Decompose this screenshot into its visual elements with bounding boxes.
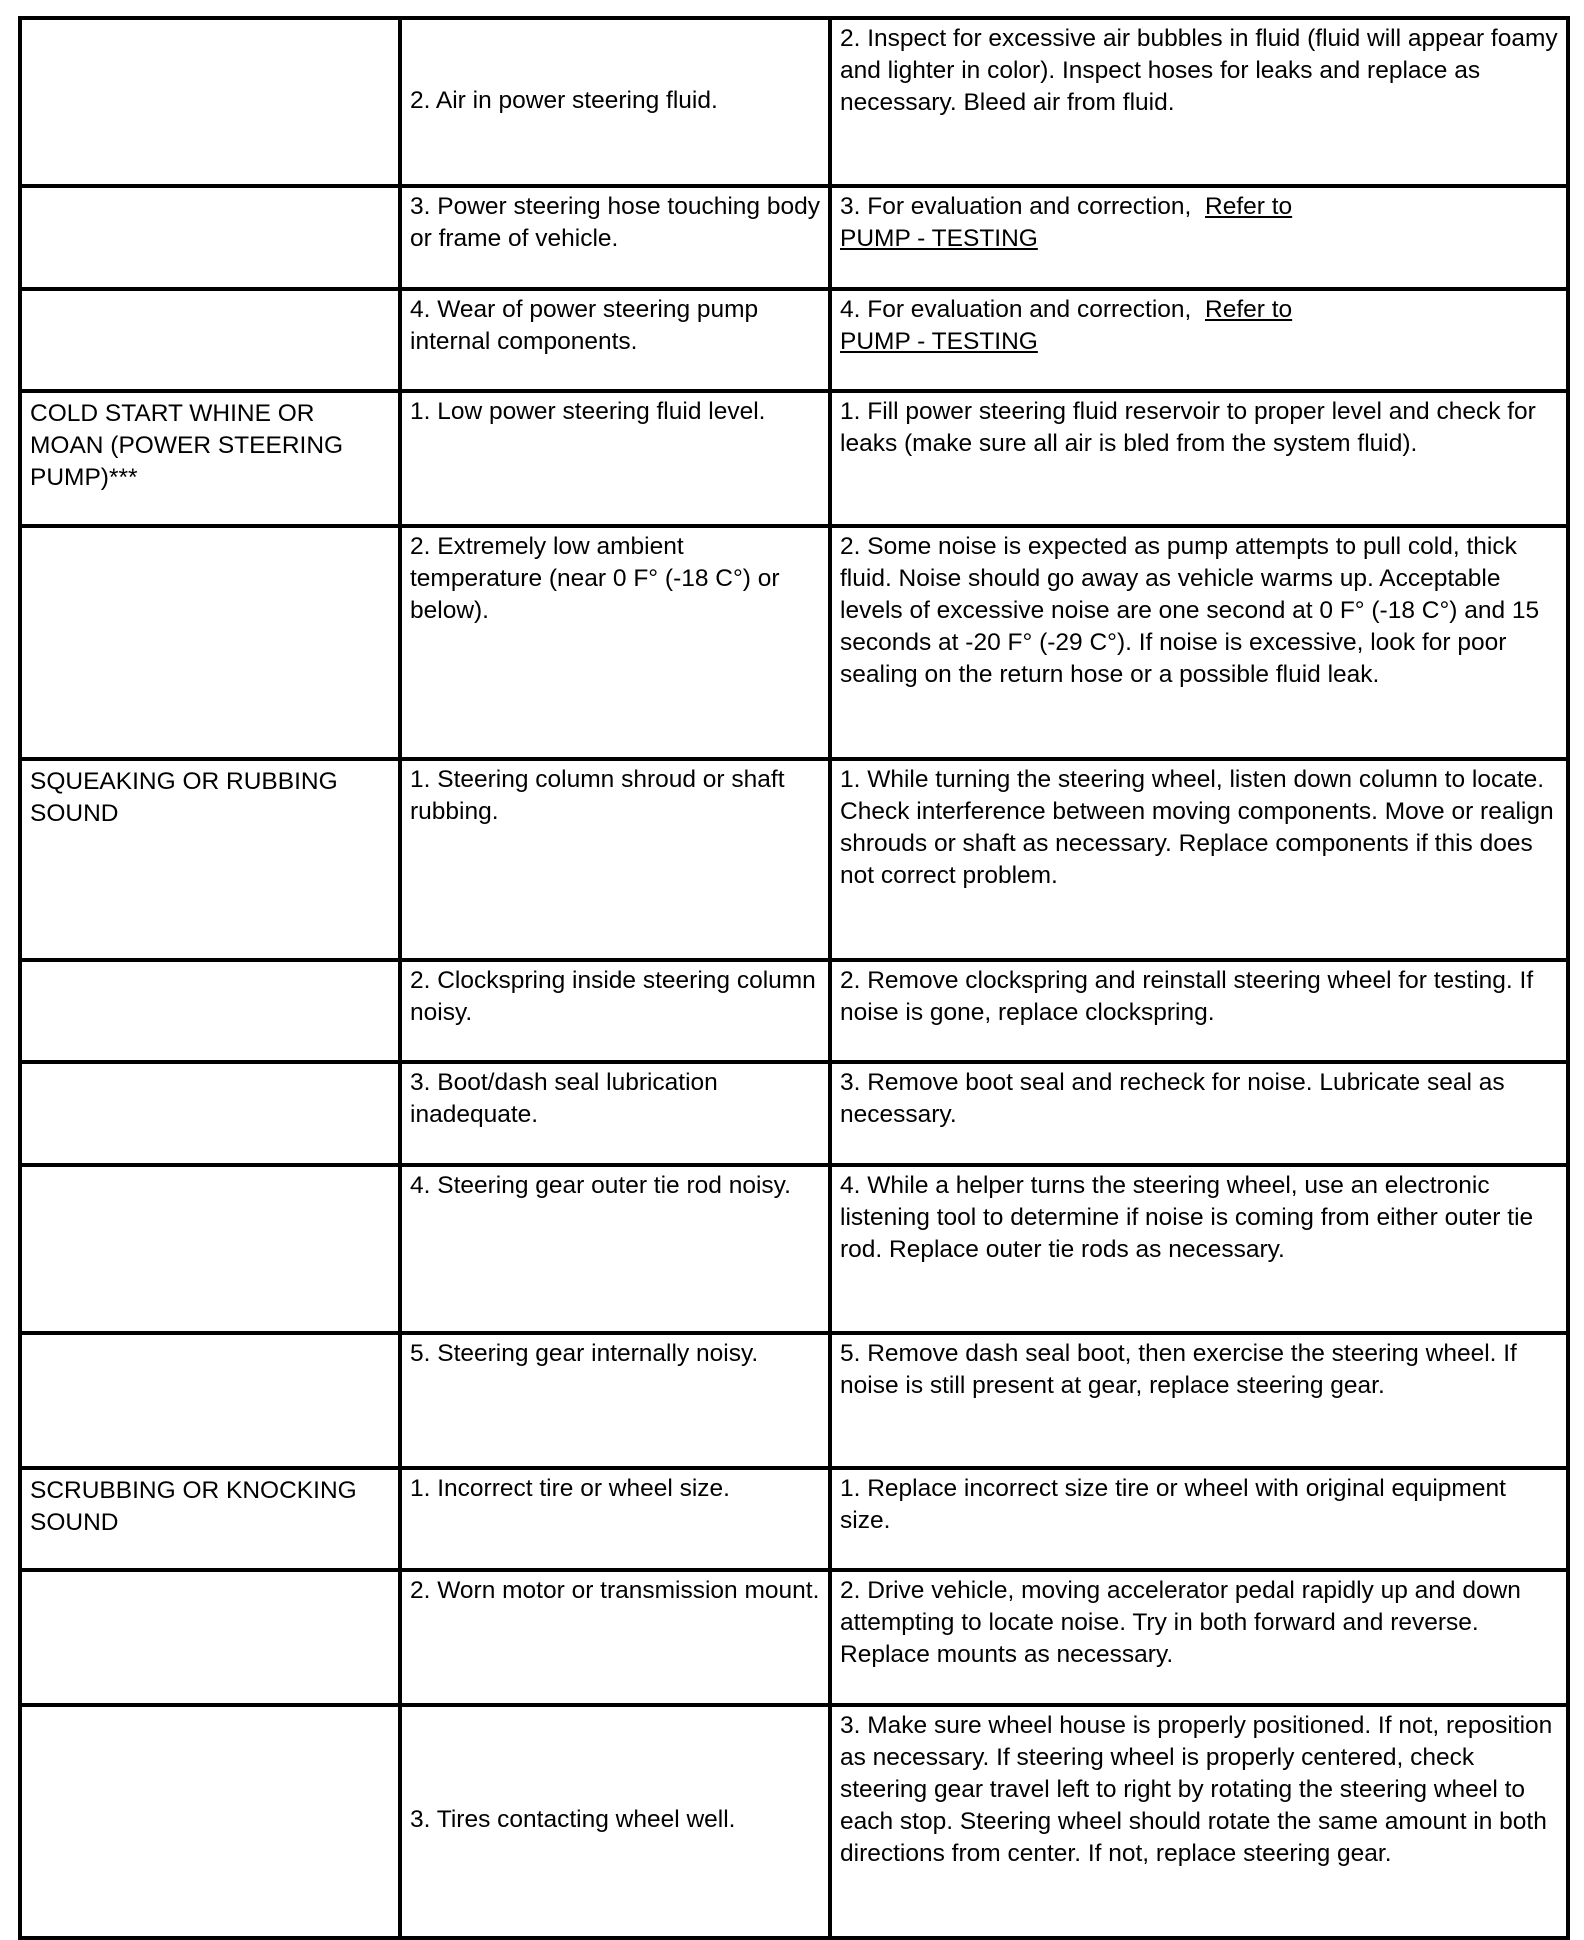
correction-cell: 3. Remove boot seal and recheck for noise. Lubricate seal as necessary. [830,1062,1568,1165]
cause-cell: 1. Low power steering fluid level. [400,391,830,526]
table-row [20,18,1568,186]
table-row [20,289,1568,391]
cause-cell: 2. Extremely low ambient temperature (near 0 F° (-18 C°) or below). [400,526,830,759]
table-row [20,759,1568,960]
cause-cell: 5. Steering gear internally noisy. [400,1333,830,1468]
cause-cell: 1. Steering column shroud or shaft rubbing. [400,759,830,960]
correction-text: 3. For evaluation and correction, [840,193,1192,220]
correction-cell: 5. Remove dash seal boot, then exercise the steering wheel. If noise is still present at gear, replace steering gear. [830,1333,1568,1468]
cause-cell: 1. Incorrect tire or wheel size. [400,1468,830,1570]
diagnosis-table [18,16,1570,1940]
correction-text: 4. For evaluation and correction, [840,296,1192,323]
cause-cell: 4. Wear of power steering pump internal components. [400,289,830,391]
condition-cell [20,1570,400,1705]
condition-cell [20,289,400,391]
cause-cell: 4. Steering gear outer tie rod noisy. [400,1165,830,1333]
condition-cell [20,18,400,186]
condition-cell [20,1165,400,1333]
pump-testing-link[interactable]: PUMP - TESTING [840,225,1038,252]
table-row [20,1570,1568,1705]
condition-cell [20,1705,400,1938]
table-row [20,1705,1568,1938]
diagnosis-page [18,16,1570,1940]
correction-cell [830,289,1568,391]
table-row [20,1333,1568,1468]
condition-cell [20,186,400,289]
condition-cell [20,526,400,759]
correction-cell: 2. Inspect for excessive air bubbles in fluid (fluid will appear foamy and lighter in color). Inspect hoses for leaks and replace as necessary. Bleed air from fluid. [830,18,1568,186]
table-row [20,1468,1568,1570]
cause-cell: 2. Clockspring inside steering column noisy. [400,960,830,1062]
table-row [20,391,1568,526]
table-row [20,1062,1568,1165]
correction-cell: 4. While a helper turns the steering wheel, use an electronic listening tool to determine if noise is coming from either outer tie rod. Replace outer tie rods as necessary. [830,1165,1568,1333]
refer-to-link[interactable]: Refer to [1205,193,1293,220]
table-row [20,526,1568,759]
correction-cell: 2. Drive vehicle, moving accelerator pedal rapidly up and down attempting to locate noise. Try in both forward and reverse. Replace mounts as necessary. [830,1570,1568,1705]
condition-cell: COLD START WHINE OR MOAN (POWER STEERING PUMP)*** [20,391,400,526]
table-row [20,1165,1568,1333]
cause-cell: 3. Boot/dash seal lubrication inadequate. [400,1062,830,1165]
condition-cell [20,960,400,1062]
cause-cell: 3. Power steering hose touching body or frame of vehicle. [400,186,830,289]
condition-cell [20,1333,400,1468]
correction-cell: 1. While turning the steering wheel, listen down column to locate. Check interference between moving components. Move or realign shrouds or shaft as necessary. Replace components if this does not correct problem. [830,759,1568,960]
correction-cell: 2. Remove clockspring and reinstall steering wheel for testing. If noise is gone, replace clockspring. [830,960,1568,1062]
table-row [20,186,1568,289]
condition-cell: SQUEAKING OR RUBBING SOUND [20,759,400,960]
condition-cell [20,1062,400,1165]
cause-cell: 2. Worn motor or transmission mount. [400,1570,830,1705]
table-row [20,960,1568,1062]
pump-testing-link[interactable]: PUMP - TESTING [840,328,1038,355]
correction-cell: 3. Make sure wheel house is properly positioned. If not, reposition as necessary. If steering wheel is properly centered, check steering gear travel left to right by rotating the steering wheel to each stop. Steering wheel should rotate the same amount in both directions from center. If not, replace steering gear. [830,1705,1568,1938]
condition-cell: SCRUBBING OR KNOCKING SOUND [20,1468,400,1570]
correction-cell [830,186,1568,289]
cause-cell: 3. Tires contacting wheel well. [400,1705,830,1938]
cause-cell: 2. Air in power steering fluid. [400,18,830,186]
refer-to-link[interactable]: Refer to [1205,296,1293,323]
correction-cell: 2. Some noise is expected as pump attempts to pull cold, thick fluid. Noise should go away as vehicle warms up. Acceptable levels of excessive noise are one second at 0 F° (-18 C°) and 15 seconds at -20 F° (-29 C°). If noise is excessive, look for poor sealing on the return hose or a possible fluid leak. [830,526,1568,759]
correction-cell: 1. Fill power steering fluid reservoir to proper level and check for leaks (make sure all air is bled from the system fluid). [830,391,1568,526]
correction-cell: 1. Replace incorrect size tire or wheel with original equipment size. [830,1468,1568,1570]
